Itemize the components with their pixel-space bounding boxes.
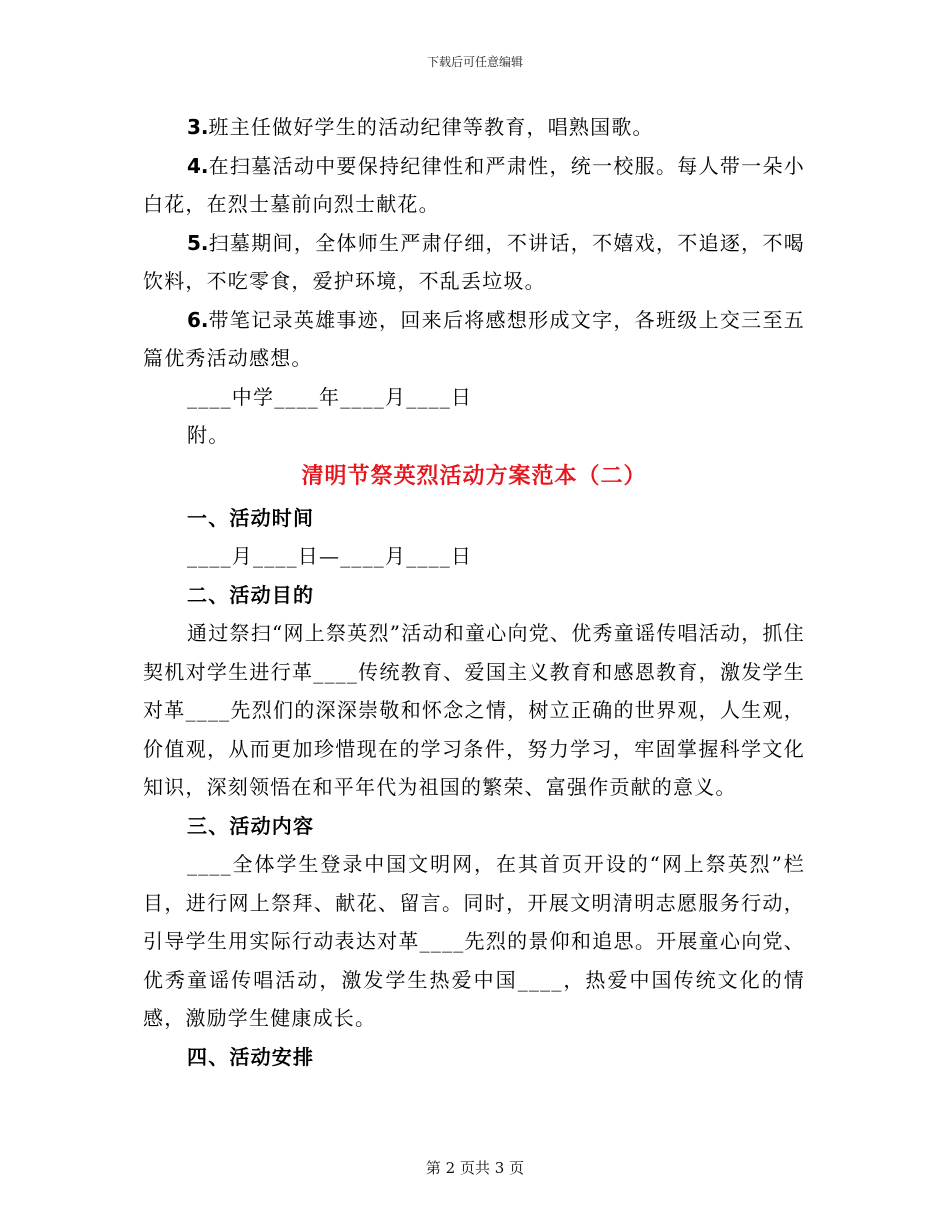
document-title: 清明节祭英烈活动方案范本（二） [301,463,647,489]
section-heading-content: 三、活动内容 [187,813,315,838]
item-text: 扫墓期间，全体师生严肃仔细，不讲话，不嬉戏，不追逐，不喝饮料，不吃零食，爱护环境，不乱丢垃圾。 [143,230,805,293]
appendix-line: 附。 [187,423,230,447]
item-text: 班主任做好学生的活动纪律等教育，唱熟国歌。 [208,115,654,139]
section-heading-time: 一、活动时间 [187,505,315,530]
item-number: 4. [187,153,209,178]
page-number-footer: 第 2 页共 3 页 [425,1159,525,1177]
section-heading-purpose: 二、活动目的 [187,582,315,607]
section-text-purpose: 通过祭扫“网上祭英烈”活动和童心向党、优秀童谣传唱活动，抓住契机对学生进行革____传统教育、爱国主义教育和感恩教育，激发学生对革____先烈们的深深崇敬和怀念之情，树立正确的世界观，人生观，价值观，从而更加珍惜现在的学习条件，努力学习，牢固掌握科学文化知识，深刻领悟在和平年代为祖国的繁荣、富强作贡献的意义。 [143,621,805,799]
list-item [143,224,805,301]
section-text-content: ____全体学生登录中国文明网，在其首页开设的“网上祭英烈”栏目，进行网上祭拜、献花、留言。同时，开展文明清明志愿服务行动，引导学生用实际行动表达对革____先烈的景仰和追思。开展童心向党、优秀童谣传唱活动，激发学生热爱中国____，热爱中国传统文化的情感，激励学生健康成长。 [143,852,805,1030]
date-line: ____中学____年____月____日 [187,384,473,409]
item-number: 5. [187,230,209,255]
section-heading-arrangement: 四、活动安排 [187,1044,315,1069]
list-item [143,108,805,147]
page-header-note: 下载后可任意编辑 [426,55,523,69]
list-item [143,301,805,378]
item-text: 在扫墓活动中要保持纪律性和严肃性，统一校服。每人带一朵小白花，在烈士墓前向烈士献花。 [143,153,805,216]
item-text: 带笔记录英雄事迹，回来后将感想形成文字，各班级上交三至五篇优秀活动感想。 [143,307,805,370]
item-number: 6. [187,307,209,332]
document-body [143,108,805,1076]
section-text-time: ____月____日—____月____日 [187,544,473,568]
item-number: 3. [187,115,209,139]
list-item [143,147,805,224]
